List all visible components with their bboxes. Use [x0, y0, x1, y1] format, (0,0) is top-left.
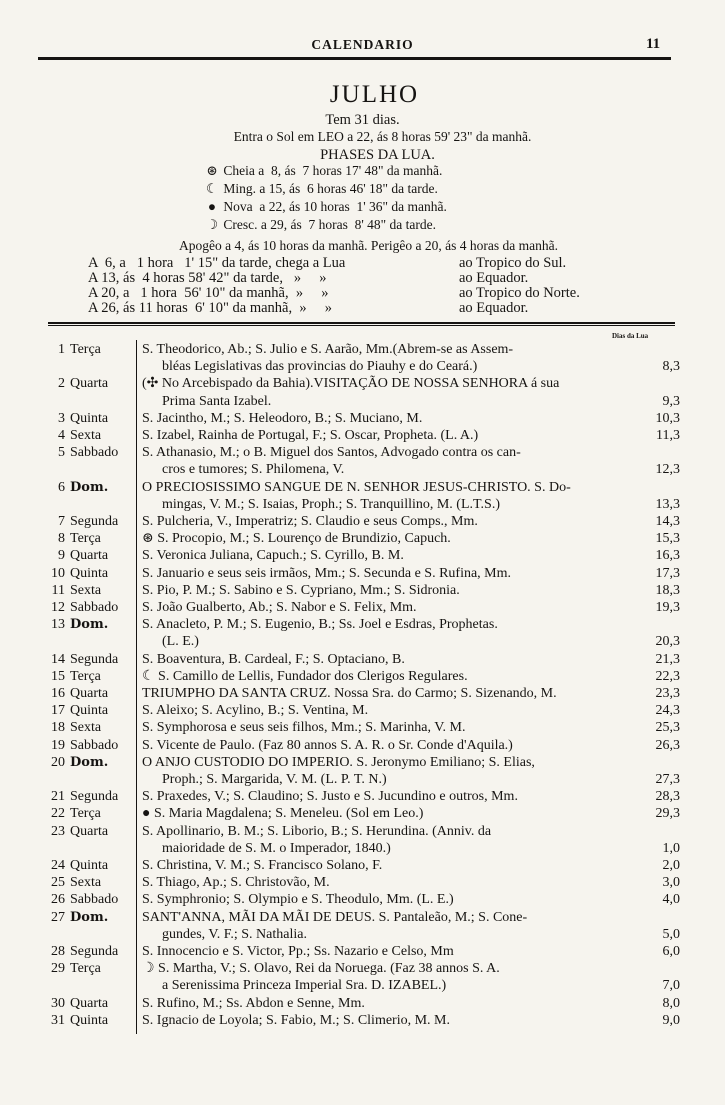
month-title: JULHO [329, 81, 420, 108]
saint-entry-line: O PRECIOSISSIMO SANGUE DE N. SENHOR JESUS-CHRISTO. S. Do- [142, 479, 571, 495]
day-number: 18 [51, 720, 65, 736]
saint-entry-line: O ANJO CUSTODIO DO IMPERIO. S. Jeronymo Emiliano; S. Elias, [142, 754, 535, 770]
saint-entry-line: bléas Legislativas das provincias do Piauhy e do Ceará.) [162, 359, 478, 375]
day-number: 19 [51, 737, 65, 753]
saint-entry-line: cros e tumores; S. Philomena, V. [162, 462, 345, 478]
saint-entry-line: S. Christina, V. M.; S. Francisco Solano, F. [142, 858, 383, 873]
day-number: 26 [51, 892, 65, 908]
moon-age-value: 26,3 [655, 737, 680, 753]
moon-age-value: 11,3 [656, 428, 680, 443]
lunar-position-target: ao Equador. [459, 300, 529, 316]
waning-moon-icon: ☾ [205, 181, 219, 196]
saint-entry-line: maioridade de S. M. o Imperador, 1840.) [162, 840, 391, 856]
moon-age-value: 14,3 [655, 514, 680, 529]
day-number: 7 [58, 514, 65, 529]
saint-entry-line: gundes, V. F.; S. Nathalia. [162, 926, 307, 942]
weekday: Sabbado [70, 600, 119, 615]
weekday: Sabbado [70, 892, 119, 908]
day-number: 15 [51, 668, 65, 684]
saint-entry-line: S. Izabel, Rainha de Portugal, F.; S. Oscar, Propheta. (L. A.) [142, 428, 479, 443]
saint-entry-line: a Serenissima Princeza Imperial Sra. D. IZABEL.) [162, 978, 447, 994]
lunar-position-target: ao Tropico do Norte. [459, 285, 580, 301]
saint-entry-line: S. Innocencio e S. Victor, Pp.; Ss. Nazario e Celso, Mm [142, 944, 454, 959]
moon-age-value: 4,0 [662, 892, 680, 908]
weekday: Quarta [70, 548, 109, 564]
weekday: Terça [70, 531, 101, 547]
weekday: Quarta [70, 686, 109, 701]
saint-entry-line: Prima Santa Izabel. [162, 393, 272, 409]
moon-age-value: 5,0 [662, 926, 680, 942]
saint-entry-line: S. Anacleto, P. M.; S. Eugenio, B.; Ss. Joel e Esdras, Prophetas. [142, 617, 498, 633]
moon-age-value: 25,3 [655, 720, 680, 736]
saint-entry-line: S. Januario e seus seis irmãos, Mm.; S. Secunda e S. Rufina, Mm. [142, 565, 512, 581]
lunar-position-text: A 26, ás 11 horas 6' 10" da manhã, » » [88, 300, 332, 316]
saint-entry-line: ● S. Maria Magdalena; S. Meneleu. (Sol em Leo.) [142, 806, 424, 822]
weekday: Sabbado [70, 445, 119, 461]
column-divider [136, 340, 137, 1034]
moon-phases-title: PHASES DA LUA. [320, 147, 435, 163]
weekday: Sexta [70, 875, 102, 891]
header-rule [38, 57, 671, 60]
day-number: 24 [51, 858, 65, 873]
saint-entry-line: (✣ No Arcebispado da Bahia).VISITAÇÃO DE NOSSA SENHORA á sua [142, 376, 560, 392]
full-moon-icon: ⊛ [206, 163, 218, 178]
weekday: Quinta [70, 858, 109, 873]
moon-age-value: 18,3 [655, 582, 680, 598]
lunar-position-text: A 20, a 1 hora 56' 10" da manhã, » » [88, 285, 329, 301]
lunar-position-text: A 6, a 1 hora 1' 15" da tarde, chega a Lua [88, 255, 346, 271]
weekday: Quinta [70, 565, 109, 581]
moon-age-value: 28,3 [655, 789, 680, 805]
saint-entry-line: S. João Gualberto, Ab.; S. Nabor e S. Felix, Mm. [142, 600, 417, 615]
waxing-moon-icon: ☽ [205, 217, 219, 232]
day-number: 31 [51, 1012, 65, 1028]
moon-phase-text: Ming. a 15, ás 6 horas 46' 18" da tarde. [220, 181, 438, 196]
weekday: Quarta [70, 823, 109, 839]
weekday: Terça [70, 668, 101, 684]
weekday: Segunda [70, 944, 119, 959]
moon-age-value: 20,3 [655, 634, 680, 650]
weekday: Quinta [70, 1012, 109, 1028]
saint-entry-line: S. Aleixo; S. Acylino, B.; S. Ventina, M. [142, 703, 369, 719]
day-number: 4 [58, 428, 65, 443]
moon-phase-line [204, 218, 436, 232]
lunar-position-target: ao Equador. [459, 270, 529, 286]
day-number: 28 [51, 944, 65, 959]
day-number: 25 [51, 875, 65, 891]
weekday: Dom. [70, 754, 109, 770]
saint-entry-line: S. Symphorosa e seus seis filhos, Mm.; S. Marinha, V. M. [142, 720, 466, 736]
saint-entry-line: SANT'ANNA, MÃI DA MÃI DE DEUS. S. Pantaleão, M.; S. Cone- [142, 909, 528, 925]
moon-age-value: 2,0 [662, 858, 680, 873]
saint-entry-line: S. Boaventura, B. Cardeal, F.; S. Optaciano, B. [142, 651, 405, 667]
day-number: 6 [58, 479, 65, 495]
new-moon-icon: ● [207, 199, 217, 214]
day-number: 29 [51, 961, 65, 977]
saint-entry-line: S. Ignacio de Loyola; S. Fabio, M.; S. Climerio, M. M. [142, 1012, 450, 1028]
saint-entry-line: TRIUMPHO DA SANTA CRUZ. Nossa Sra. do Carmo; S. Sizenando, M. [142, 686, 557, 701]
month-days-line: Tem 31 dias. [325, 112, 400, 128]
moon-phase-text: Nova a 22, ás 10 horas 1' 36" da manhã. [220, 199, 447, 214]
moon-age-value: 9,0 [662, 1012, 680, 1028]
moon-age-column-header: Dias da Lua [612, 332, 649, 340]
moon-age-value: 7,0 [662, 978, 680, 994]
section-rule [48, 322, 675, 326]
moon-age-value: 9,3 [662, 393, 680, 409]
saint-entry-line: (L. E.) [162, 634, 199, 650]
weekday: Quarta [70, 995, 109, 1011]
running-header-title: CALENDARIO [311, 37, 414, 52]
day-number: 5 [58, 445, 65, 461]
moon-age-value: 6,0 [662, 944, 680, 959]
day-number: 3 [58, 410, 65, 426]
saint-entry-line: S. Praxedes, V.; S. Claudino; S. Justo e S. Jucundino e outros, Mm. [142, 789, 518, 805]
day-number: 21 [51, 789, 65, 805]
weekday: Sexta [70, 720, 102, 736]
moon-age-value: 27,3 [655, 771, 680, 787]
saint-entry-line: S. Thiago, Ap.; S. Christovão, M. [142, 875, 330, 891]
day-number: 8 [58, 531, 65, 547]
weekday: Sabbado [70, 737, 119, 753]
weekday: Sexta [70, 428, 102, 443]
day-number: 12 [51, 600, 65, 615]
weekday: Terça [70, 806, 101, 822]
day-number: 16 [51, 686, 65, 701]
saint-entry-line: mingas, V. M.; S. Isaias, Proph.; S. Tranquillino, M. (L.T.S.) [162, 496, 500, 512]
moon-phase-line [204, 182, 438, 196]
weekday: Segunda [70, 651, 119, 667]
moon-age-value: 15,3 [655, 531, 680, 547]
moon-age-value: 16,3 [655, 548, 680, 564]
moon-age-value: 1,0 [662, 840, 680, 856]
saint-entry-line: S. Vicente de Paulo. (Faz 80 annos S. A. R. o Sr. Conde d'Aquila.) [142, 737, 513, 753]
day-number: 14 [51, 651, 65, 667]
saint-entry-line: ☽ S. Martha, V.; S. Olavo, Rei da Noruega. (Faz 38 annos S. A. [142, 961, 500, 977]
moon-age-value: 29,3 [655, 806, 680, 822]
day-number: 13 [51, 617, 65, 633]
moon-age-value: 19,3 [655, 600, 680, 615]
moon-age-value: 13,3 [655, 496, 680, 512]
weekday: Segunda [70, 514, 119, 529]
weekday: Terça [70, 961, 101, 977]
moon-age-value: 21,3 [655, 651, 680, 667]
weekday: Dom. [70, 617, 109, 633]
sun-entry-line: Entra o Sol em LEO a 22, ás 8 horas 59' 23" da manhã. [233, 129, 532, 144]
day-number: 27 [51, 909, 65, 925]
moon-age-value: 8,3 [662, 359, 680, 375]
day-number: 17 [51, 703, 65, 719]
lunar-position-text: A 13, ás 4 horas 58' 42" da tarde, » » [88, 270, 327, 286]
saint-entry-line: ⊛ S. Procopio, M.; S. Lourenço de Brundizio, Capuch. [142, 531, 451, 547]
moon-age-value: 3,0 [662, 875, 680, 891]
moon-age-value: 23,3 [655, 686, 680, 701]
apsides-line: Apogêo a 4, ás 10 horas da manhã. Perigêo a 20, ás 4 horas da manhã. [178, 238, 558, 253]
weekday: Quinta [70, 410, 109, 426]
day-number: 10 [51, 565, 65, 581]
weekday: Quinta [70, 703, 109, 719]
saint-entry-line: Proph.; S. Margarida, V. M. (L. P. T. N.) [162, 771, 387, 787]
day-number: 9 [58, 548, 65, 564]
saint-entry-line: S. Pio, P. M.; S. Sabino e S. Cypriano, Mm.; S. Sidronia. [142, 582, 460, 598]
day-number: 11 [51, 582, 65, 598]
moon-age-value: 22,3 [655, 668, 680, 684]
moon-age-value: 10,3 [655, 410, 680, 426]
day-number: 1 [58, 342, 65, 357]
saint-entry-line: S. Rufino, M.; Ss. Abdon e Senne, Mm. [142, 995, 365, 1011]
moon-age-value: 12,3 [655, 462, 680, 478]
saint-entry-line: S. Apollinario, B. M.; S. Liborio, B.; S. Herundina. (Anniv. da [142, 823, 492, 839]
weekday: Dom. [70, 479, 109, 495]
moon-phase-text: Cheia a 8, ás 7 horas 17' 48" da manhã. [220, 163, 443, 178]
saint-entry-line: S. Athanasio, M.; o B. Miguel dos Santos, Advogado contra os can- [142, 445, 521, 461]
moon-age-value: 24,3 [655, 703, 680, 719]
weekday: Sexta [70, 582, 102, 598]
day-number: 22 [51, 806, 65, 822]
weekday: Terça [70, 342, 101, 357]
moon-age-value: 8,0 [662, 995, 680, 1011]
moon-phase-line [204, 164, 442, 178]
lunar-position-target: ao Tropico do Sul. [459, 255, 567, 271]
day-number: 30 [51, 995, 65, 1011]
saint-entry-line: S. Symphronio; S. Olympio e S. Theodulo, Mm. (L. E.) [142, 892, 454, 908]
weekday: Quarta [70, 376, 109, 392]
page-number: 11 [646, 36, 661, 52]
saint-entry-line: S. Veronica Juliana, Capuch.; S. Cyrillo, B. M. [142, 548, 404, 564]
moon-phase-line [204, 200, 447, 214]
day-number: 2 [58, 376, 65, 392]
saint-entry-line: S. Jacintho, M.; S. Heleodoro, B.; S. Muciano, M. [142, 410, 423, 426]
day-number: 20 [51, 754, 65, 770]
saint-entry-line: S. Theodorico, Ab.; S. Julio e S. Aarão, Mm.(Abrem-se as Assem- [142, 342, 514, 357]
moon-age-value: 17,3 [655, 565, 680, 581]
saint-entry-line: ☾ S. Camillo de Lellis, Fundador dos Clerigos Regulares. [142, 668, 468, 684]
saint-entry-line: S. Pulcheria, V., Imperatriz; S. Claudio e seus Comps., Mm. [142, 514, 478, 529]
weekday: Dom. [70, 909, 109, 925]
day-number: 23 [51, 823, 65, 839]
weekday: Segunda [70, 789, 119, 805]
moon-phase-text: Cresc. a 29, ás 7 horas 8' 48" da tarde. [220, 217, 437, 232]
